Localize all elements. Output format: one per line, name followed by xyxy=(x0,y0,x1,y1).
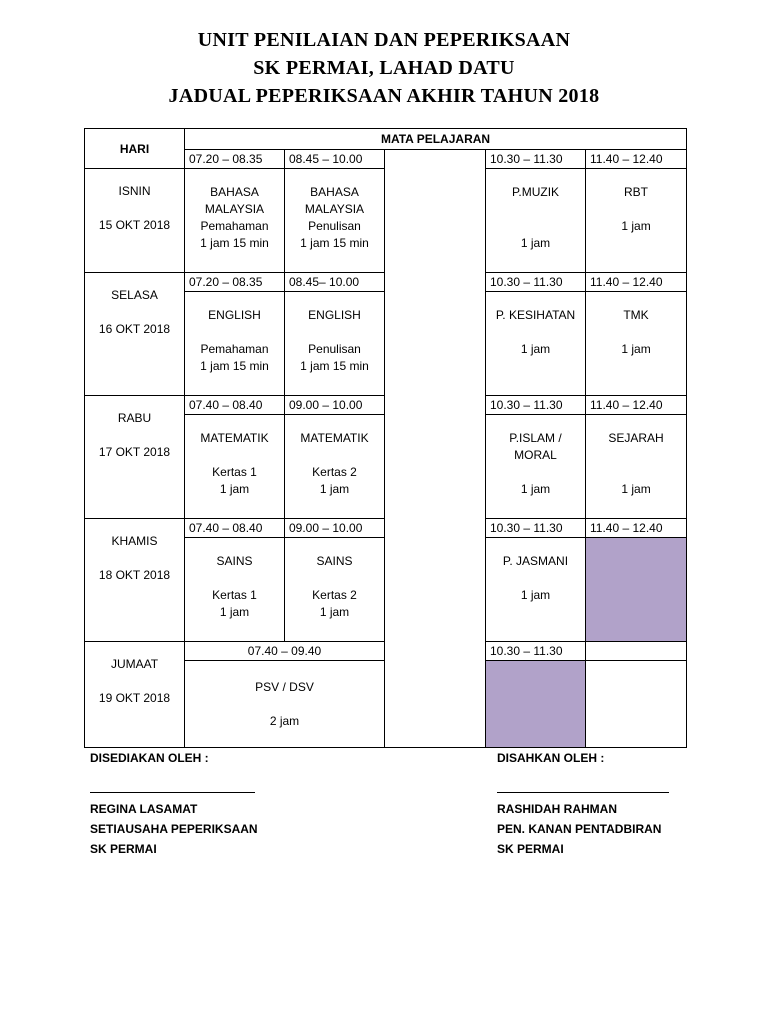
approved-by-block xyxy=(497,748,669,859)
day-cell-selasa xyxy=(85,273,185,396)
subject-cell: PSV / DSV 2 jam xyxy=(185,661,385,748)
day-name: JUMAAT xyxy=(110,657,159,671)
day-date: 15 OKT 2018 xyxy=(98,218,171,232)
hari-header: HARI xyxy=(85,129,185,169)
day-date: 19 OKT 2018 xyxy=(98,691,171,705)
time-slot: 10.30 – 11.30 xyxy=(486,396,586,415)
exam-schedule-table xyxy=(84,128,687,748)
subject-cell: SEJARAH 1 jam xyxy=(586,415,687,519)
subject-cell: ENGLISH Pemahaman 1 jam 15 min xyxy=(185,292,285,396)
day-name: KHAMIS xyxy=(111,534,158,548)
day-cell-isnin xyxy=(85,169,185,273)
subject-cell: MATEMATIK Kertas 2 1 jam xyxy=(285,415,385,519)
time-slot: 10.30 – 11.30 xyxy=(486,519,586,538)
prepared-by-block xyxy=(90,748,258,859)
title-school: SK PERMAI, LAHAD DATU xyxy=(253,57,515,79)
day-cell-khamis xyxy=(85,519,185,642)
subject-cell: BAHASA MALAYSIA Pemahaman 1 jam 15 min xyxy=(185,169,285,273)
break-column xyxy=(385,150,486,273)
day-date: 16 OKT 2018 xyxy=(98,322,171,336)
time-slot: 07.40 – 08.40 xyxy=(185,519,285,538)
time-slot: 09.00 – 10.00 xyxy=(285,396,385,415)
day-name: RABU xyxy=(117,411,152,425)
subject-cell: SAINS Kertas 1 1 jam xyxy=(185,538,285,642)
mata-pelajaran-header: MATA PELAJARAN xyxy=(185,129,687,150)
title-unit: UNIT PENILAIAN DAN PEPERIKSAAN xyxy=(197,29,571,51)
day-date: 18 OKT 2018 xyxy=(98,568,171,582)
signature-line xyxy=(90,792,255,793)
subject-cell: P. KESIHATAN 1 jam xyxy=(486,292,586,396)
subject-cell: ENGLISH Penulisan 1 jam 15 min xyxy=(285,292,385,396)
time-slot: 11.40 – 12.40 xyxy=(586,273,687,292)
day-date: 17 OKT 2018 xyxy=(98,445,171,459)
time-slot: 11.40 – 12.40 xyxy=(586,396,687,415)
break-column xyxy=(385,519,486,642)
empty-slot xyxy=(486,661,586,748)
subject-cell: BAHASA MALAYSIA Penulisan 1 jam 15 min xyxy=(285,169,385,273)
time-slot: 08.45– 10.00 xyxy=(285,273,385,292)
preparer-role: SETIAUSAHA PEPERIKSAAN xyxy=(90,822,258,836)
subject-cell: P.ISLAM / MORAL 1 jam xyxy=(486,415,586,519)
empty-slot xyxy=(586,661,687,748)
time-slot-empty xyxy=(586,642,687,661)
day-cell-rabu xyxy=(85,396,185,519)
empty-slot xyxy=(586,538,687,642)
day-name: SELASA xyxy=(111,288,158,302)
time-slot: 11.40 – 12.40 xyxy=(586,519,687,538)
subject-cell: SAINS Kertas 2 1 jam xyxy=(285,538,385,642)
break-column xyxy=(385,273,486,396)
subject-cell: RBT 1 jam xyxy=(586,169,687,273)
subject-cell: P. JASMANI 1 jam xyxy=(486,538,586,642)
signature-line xyxy=(497,792,669,793)
day-name: ISNIN xyxy=(118,184,151,198)
subject-cell: MATEMATIK Kertas 1 1 jam xyxy=(185,415,285,519)
day-cell-jumaat xyxy=(85,642,185,748)
subject-cell: TMK 1 jam xyxy=(586,292,687,396)
time-slot: 07.20 – 08.35 xyxy=(185,273,285,292)
time-slot: 10.30 – 11.30 xyxy=(486,150,586,169)
approver-school: SK PERMAI xyxy=(497,842,564,856)
time-slot: 11.40 – 12.40 xyxy=(586,150,687,169)
approver-role: PEN. KANAN PENTADBIRAN xyxy=(497,822,662,836)
time-slot: 09.00 – 10.00 xyxy=(285,519,385,538)
preparer-name: REGINA LASAMAT xyxy=(90,802,198,816)
subject-cell: P.MUZIK 1 jam xyxy=(486,169,586,273)
break-column xyxy=(385,396,486,519)
title-schedule: JADUAL PEPERIKSAAN AKHIR TAHUN 2018 xyxy=(168,85,600,107)
time-slot: 10.30 – 11.30 xyxy=(486,642,586,661)
break-column xyxy=(385,642,486,748)
time-slot: 08.45 – 10.00 xyxy=(285,150,385,169)
time-slot: 07.40 – 08.40 xyxy=(185,396,285,415)
approver-name: RASHIDAH RAHMAN xyxy=(497,802,617,816)
preparer-school: SK PERMAI xyxy=(90,842,157,856)
approved-by-label: DISAHKAN OLEH : xyxy=(497,751,605,765)
time-slot: 10.30 – 11.30 xyxy=(486,273,586,292)
time-slot: 07.40 – 09.40 xyxy=(185,642,385,661)
prepared-by-label: DISEDIAKAN OLEH : xyxy=(90,751,209,765)
time-slot: 07.20 – 08.35 xyxy=(185,150,285,169)
